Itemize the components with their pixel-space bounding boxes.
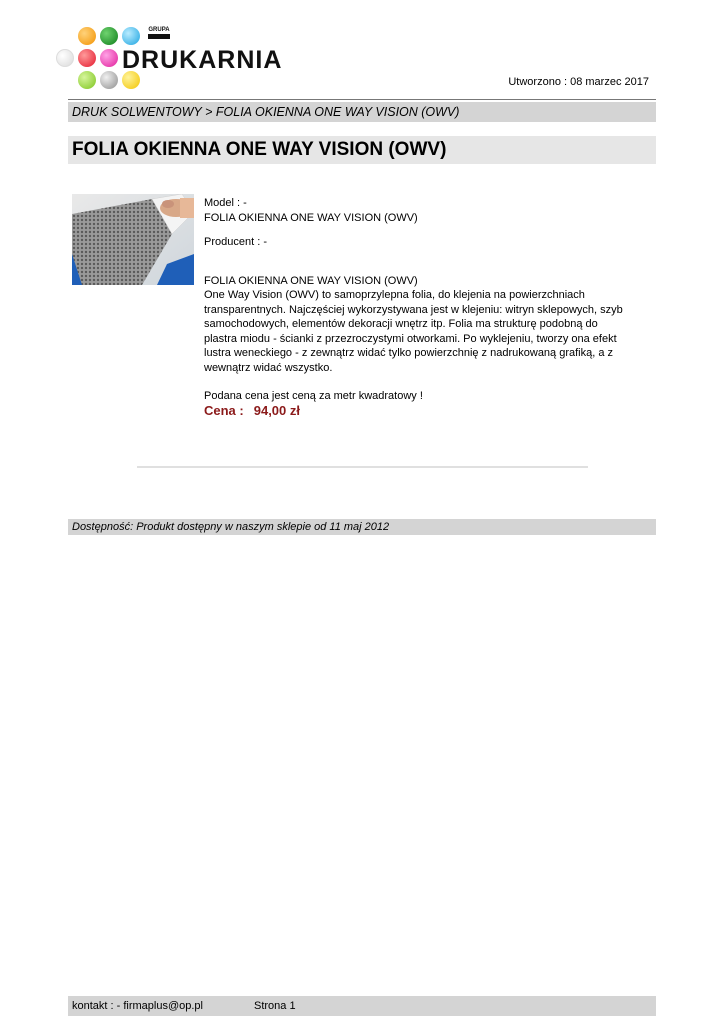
logo-ball-white [56, 49, 74, 67]
availability-bar: Dostępność: Produkt dostępny w naszym sklepie od 11 maj 2012 [68, 519, 656, 535]
content-divider [137, 466, 588, 468]
product-photo [72, 194, 194, 285]
price-value: 94,00 zł [253, 402, 300, 418]
footer-bar [68, 996, 656, 1016]
producer-label: Producent : - [204, 236, 267, 248]
logo-ball-cyan [122, 27, 140, 45]
price-label: Cena : [204, 402, 244, 418]
logo-ball-magenta [100, 49, 118, 67]
logo-ball-orange [78, 27, 96, 45]
drukarnia-logo [56, 24, 296, 94]
price-note: Podana cena jest ceną za metr kwadratowy ! [204, 390, 423, 402]
logo-sub-bar [148, 34, 170, 39]
breadcrumb: DRUK SOLWENTOWY > FOLIA OKIENNA ONE WAY VISION (OWV) [68, 102, 656, 122]
logo-subtitle [148, 27, 170, 39]
header-divider [68, 99, 656, 100]
product-image [72, 194, 194, 285]
footer-page-number: Strona 1 [254, 1000, 296, 1012]
page-title: FOLIA OKIENNA ONE WAY VISION (OWV) [68, 136, 656, 164]
price [204, 404, 632, 419]
logo-ball-grey [100, 71, 118, 89]
model-value: FOLIA OKIENNA ONE WAY VISION (OWV) [204, 211, 418, 224]
model-label: Model : - [204, 197, 247, 209]
footer-contact: kontakt : - firmaplus@op.pl [72, 1000, 203, 1012]
logo-ball-green [100, 27, 118, 45]
description-text: One Way Vision (OWV) to samoprzylepna folia, do klejenia na powierzchniach transparentnych. Najczęściej wykorzystywana jest w klejeniu: witryn sklepowych, szyb samochodowych, elementów dekoracji wnętrz itp. Folia ma strukturę podobną do plastra miodu - ścianki z przezroczystymi otworkami. Po wyklejeniu, tworzy ona efekt lustra weneckiego - z zewnątrz widać tylko powierzchnię z nadrukowaną grafiką, a z wewnątrz widać wszystko. [204, 289, 623, 374]
description-title: FOLIA OKIENNA ONE WAY VISION (OWV) [204, 274, 418, 287]
logo-ball-lime [78, 71, 96, 89]
logo-sub-top: GRUPA [148, 27, 170, 33]
logo-ball-red [78, 49, 96, 67]
product-details [204, 196, 632, 418]
created-date: Utworzono : 08 marzec 2017 [508, 76, 649, 88]
logo-brand-text: DRUKARNIA [122, 46, 283, 74]
